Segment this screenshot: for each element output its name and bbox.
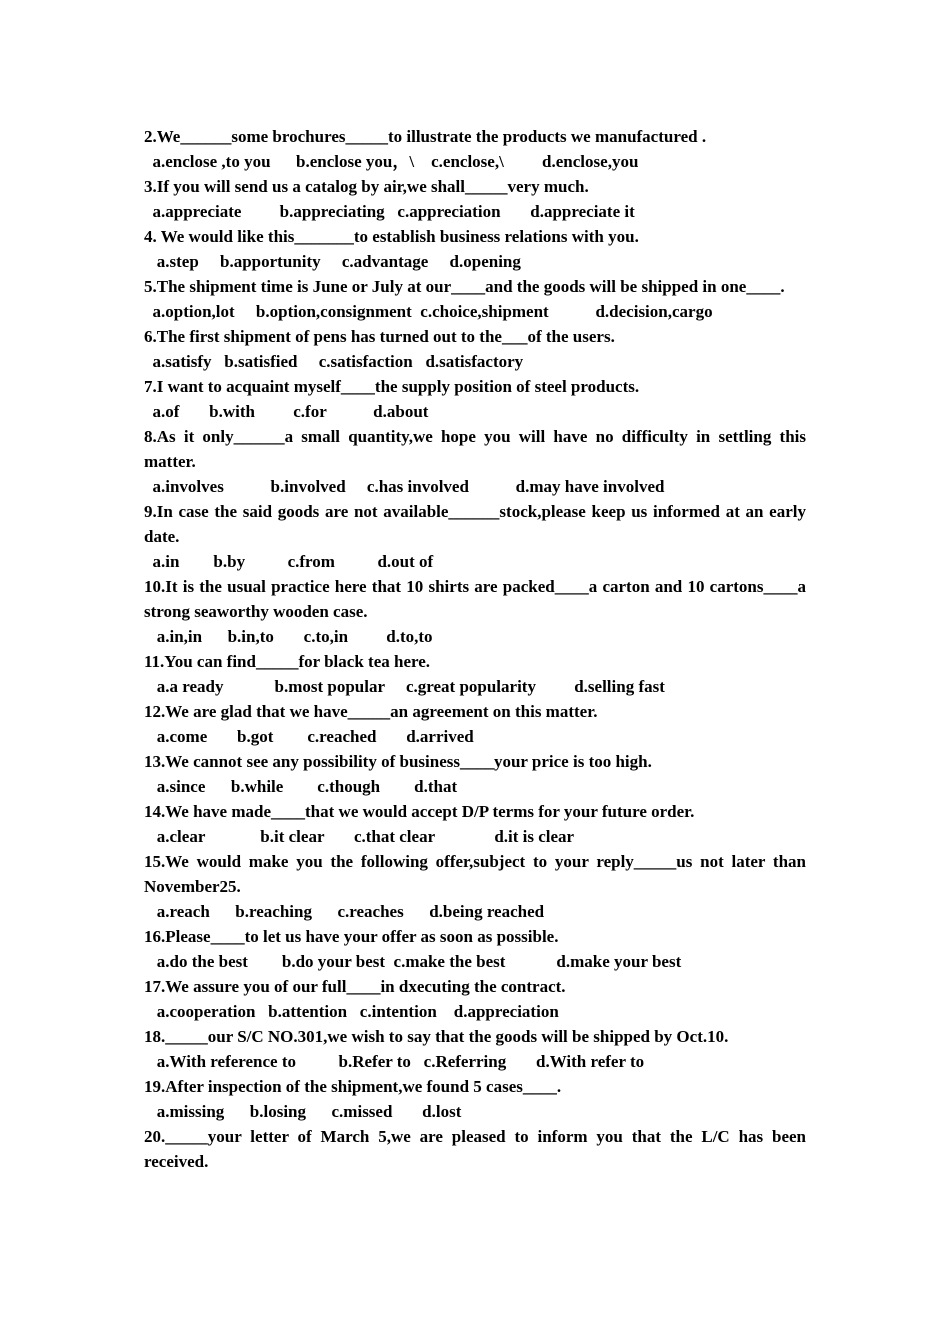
options-5: a.option,lot b.option,consignment c.choice,shipment d.decision,cargo [144, 302, 713, 321]
options-2: a.enclose ,to you b.enclose you，\ c.enclose,\ d.enclose,you [144, 152, 639, 171]
options-17: a.cooperation b.attention c.intention d.appreciation [144, 1002, 559, 1021]
question-10: 10.It is the usual practice here that 10 shirts are packed____a carton and 10 cartons____a strong seaworthy wooden case. [144, 577, 806, 621]
question-19: 19.After inspection of the shipment,we found 5 cases____. [144, 1077, 562, 1096]
options-11: a.a ready b.most popular c.great popularity d.selling fast [144, 677, 665, 696]
question-12: 12.We are glad that we have_____an agreement on this matter. [144, 702, 598, 721]
options-19: a.missing b.losing c.missed d.lost [144, 1102, 462, 1121]
options-7: a.of b.with c.for d.about [144, 402, 429, 421]
options-14: a.clear b.it clear c.that clear d.it is clear [144, 827, 575, 846]
question-18: 18._____our S/C NO.301,we wish to say that the goods will be shipped by Oct.10. [144, 1027, 729, 1046]
options-8: a.involves b.involved c.has involved d.may have involved [144, 477, 665, 496]
question-20: 20._____your letter of March 5,we are pleased to inform you that the L/C has been received. [144, 1127, 806, 1171]
question-3: 3.If you will send us a catalog by air,we shall_____very much. [144, 177, 589, 196]
question-16: 16.Please____to let us have your offer as soon as possible. [144, 927, 559, 946]
question-2: 2.We______some brochures_____to illustrate the products we manufactured . [144, 127, 707, 146]
question-list [144, 124, 806, 1174]
question-8: 8.As it only______a small quantity,we hope you will have no difficulty in settling this matter. [144, 427, 806, 471]
options-15: a.reach b.reaching c.reaches d.being reached [144, 902, 545, 921]
question-11: 11.You can find_____for black tea here. [144, 652, 431, 671]
options-12: a.come b.got c.reached d.arrived [144, 727, 474, 746]
question-4: 4. We would like this_______to establish business relations with you. [144, 227, 639, 246]
question-9: 9.In case the said goods are not available______stock,please keep us informed at an early date. [144, 502, 806, 546]
question-13: 13.We cannot see any possibility of business____your price is too high. [144, 752, 652, 771]
options-6: a.satisfy b.satisfied c.satisfaction d.satisfactory [144, 352, 524, 371]
options-4: a.step b.apportunity c.advantage d.opening [144, 252, 521, 271]
options-3: a.appreciate b.appreciating c.appreciation d.appreciate it [144, 202, 635, 221]
options-16: a.do the best b.do your best c.make the best d.make your best [144, 952, 682, 971]
question-17: 17.We assure you of our full____in dxecuting the contract. [144, 977, 566, 996]
options-9: a.in b.by c.from d.out of [144, 552, 434, 571]
question-15: 15.We would make you the following offer,subject to your reply_____us not later than November25. [144, 852, 806, 896]
question-6: 6.The first shipment of pens has turned out to the___of the users. [144, 327, 615, 346]
question-14: 14.We have made____that we would accept D/P terms for your future order. [144, 802, 695, 821]
question-5: 5.The shipment time is June or July at our____and the goods will be shipped in one____. [144, 277, 785, 296]
options-18: a.With reference to b.Refer to c.Referring d.With refer to [144, 1052, 645, 1071]
options-10: a.in,in b.in,to c.to,in d.to,to [144, 627, 433, 646]
question-7: 7.I want to acquaint myself____the supply position of steel products. [144, 377, 640, 396]
options-13: a.since b.while c.though d.that [144, 777, 458, 796]
